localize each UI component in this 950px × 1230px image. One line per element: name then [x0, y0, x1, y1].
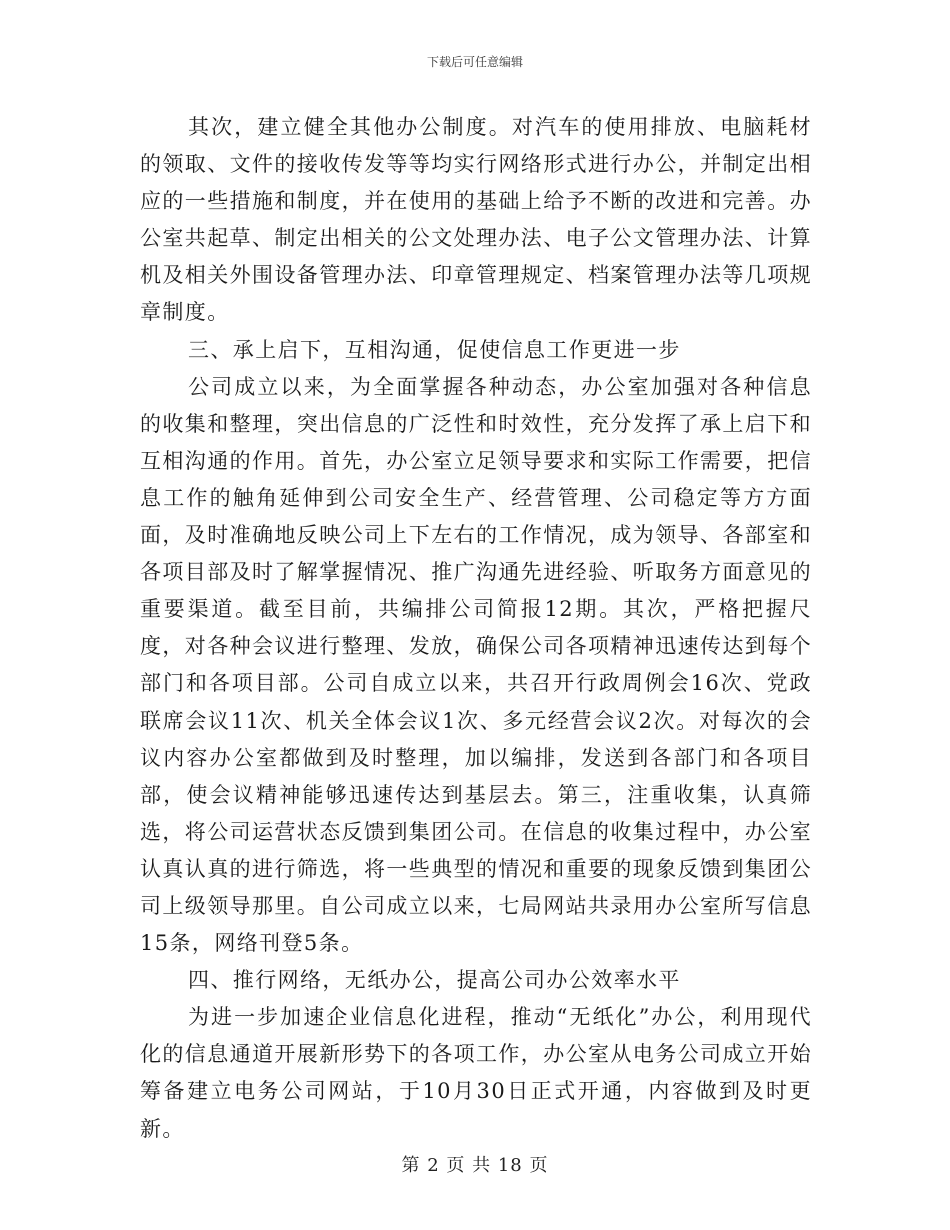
page-footer	[0, 1151, 950, 1177]
page-header: 下载后可任意编辑	[426, 55, 523, 69]
paragraph-office-rules: 其次，建立健全其他办公制度。对汽车的使用排放、电脑耗材的领取、文件的接收传发等等均实行网络形式进行办公，并制定出相应的一些措施和制度，并在使用的基础上给予不断的改进和完善。办公室共起草、制定出相关的公文处理办法、电子公文管理办法、计算机及相关外围设备管理办法、印章管理规定、档案管理办法等几项规章制度。	[140, 115, 812, 325]
section-heading-4: 四、推行网络，无纸办公，提高公司办公效率水平	[188, 968, 681, 993]
section-heading-3: 三、承上启下，互相沟通，促使信息工作更进一步	[188, 337, 681, 362]
paragraph-paperless-office: 为进一步加速企业信息化进程，推动“无纸化”办公，利用现代化的信息通道开展新形势下的各项工作，办公室从电务公司成立开始筹备建立电务公司网站，于10月30日正式开通，内容做到及时更新。	[140, 1005, 812, 1141]
page-number-label: 第 2 页 共 18 页	[401, 1155, 549, 1176]
document-body	[140, 109, 812, 1148]
paragraph-information-work: 公司成立以来，为全面掌握各种动态，办公室加强对各种信息的收集和整理，突出信息的广泛性和时效性，充分发挥了承上启下和互相沟通的作用。首先，办公室立足领导要求和实际工作需要，把信息工作的触角延伸到公司安全生产、经营管理、公司稳定等方方面面，及时准确地反映公司上下左右的工作情况，成为领导、各部室和各项目部及时了解掌握情况、推广沟通先进经验、听取务方面意见的重要渠道。截至目前，共编排公司简报12期。其次，严格把握尺度，对各种会议进行整理、发放，确保公司各项精神迅速传达到每个部门和各项目部。公司自成立以来，共召开行政周例会16次、党政联席会议11次、机关全体会议1次、多元经营会议2次。对每次的会议内容办公室都做到及时整理，加以编排，发送到各部门和各项目部，使会议精神能够迅速传达到基层去。第三，注重收集，认真筛选，将公司运营状态反馈到集团公司。在信息的收集过程中，办公室认真认真的进行筛选，将一些典型的情况和重要的现象反馈到集团公司上级领导那里。自公司成立以来，七局网站共录用办公室所写信息15条，网络刊登5条。	[140, 374, 812, 956]
